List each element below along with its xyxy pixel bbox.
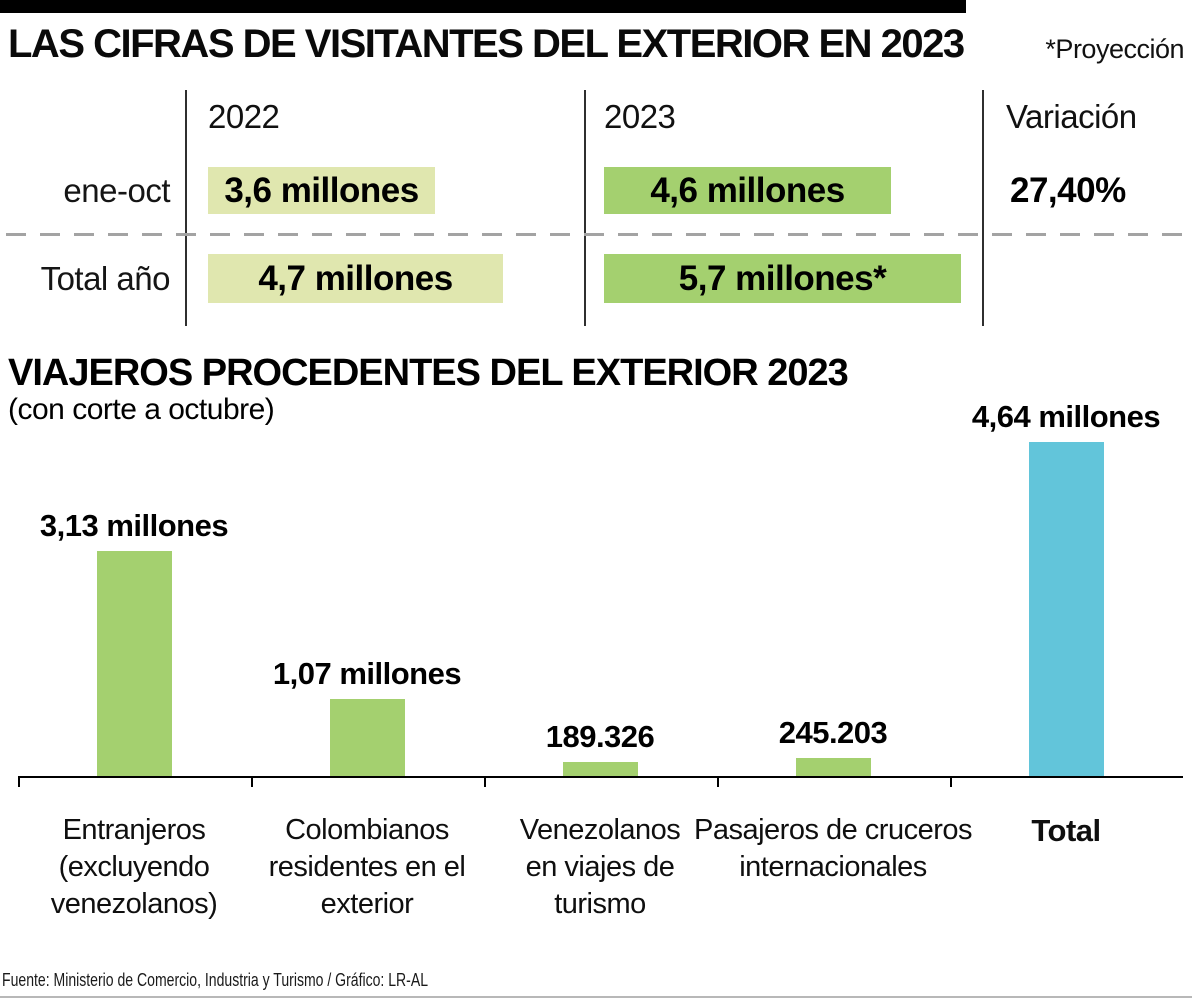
cell-2022-total: 4,7 millones [208,254,503,303]
bar-value-label-1: 3,13 millones [39,508,229,543]
category-label-line: en viajes de [525,851,675,883]
axis-tick-2 [251,776,253,787]
category-label-line: turismo [554,888,646,920]
x-axis-line [18,776,1183,778]
dashed-separator [6,233,1192,236]
axis-tick-4 [717,776,719,787]
category-label-line: Pasajeros de cruceros [693,814,973,846]
bar-value-label-5: 4,64 millones [971,399,1161,434]
column-header-2023: 2023 [604,98,676,135]
page-title: LAS CIFRAS DE VISITANTES DEL EXTERIOR EN 2023 [8,22,964,66]
bar-1 [97,551,172,776]
projection-note: *Proyección [1045,34,1184,64]
cell-2023-total: 5,7 millones* [604,254,961,303]
bar-value-label-3: 189.326 [545,719,655,754]
category-label-line: exterior [320,888,414,920]
bar-5 [1029,442,1104,776]
bar-2 [330,699,405,776]
cell-2022-ene-oct: 3,6 millones [208,167,435,214]
category-label-line: Colombianos [285,814,449,846]
chart-title: VIAJEROS PROCEDENTES DEL EXTERIOR 2023 [8,352,848,394]
axis-tick-1 [18,776,20,787]
category-label-line: (excluyendo [58,851,210,883]
table-divider-2 [584,90,586,326]
bar-value-label-4: 245.203 [778,715,888,750]
category-label-5 [926,812,1200,849]
bar-3 [563,762,638,776]
row-label-total-ano: Total año [40,260,170,297]
chart-subtitle: (con corte a octubre) [8,393,275,426]
table-divider-3 [982,90,984,326]
category-label-line: residentes en el [268,851,466,883]
category-label-line: Total [1031,813,1101,848]
bottom-rule [0,996,1192,998]
table-divider-1 [185,90,187,326]
category-label-line: Entranjeros [62,814,206,846]
category-label-line: internacionales [739,851,927,883]
cell-2023-ene-oct: 4,6 millones [604,167,891,214]
source-credit: Fuente: Ministerio de Comercio, Industria y Turismo / Gráfico: LR-AL [2,970,429,990]
top-black-bar [0,0,966,13]
bar-4 [796,758,871,776]
cell-variation-ene-oct: 27,40% [1010,171,1126,210]
bar-value-label-2: 1,07 millones [272,656,462,691]
axis-tick-5 [950,776,952,787]
row-label-ene-oct: ene-oct [63,172,170,209]
column-header-2022: 2022 [208,98,280,135]
category-label-line: Venezolanos [519,814,681,846]
category-label-line: venezolanos) [50,888,218,920]
column-header-variation: Variación [1006,98,1137,135]
axis-tick-3 [484,776,486,787]
